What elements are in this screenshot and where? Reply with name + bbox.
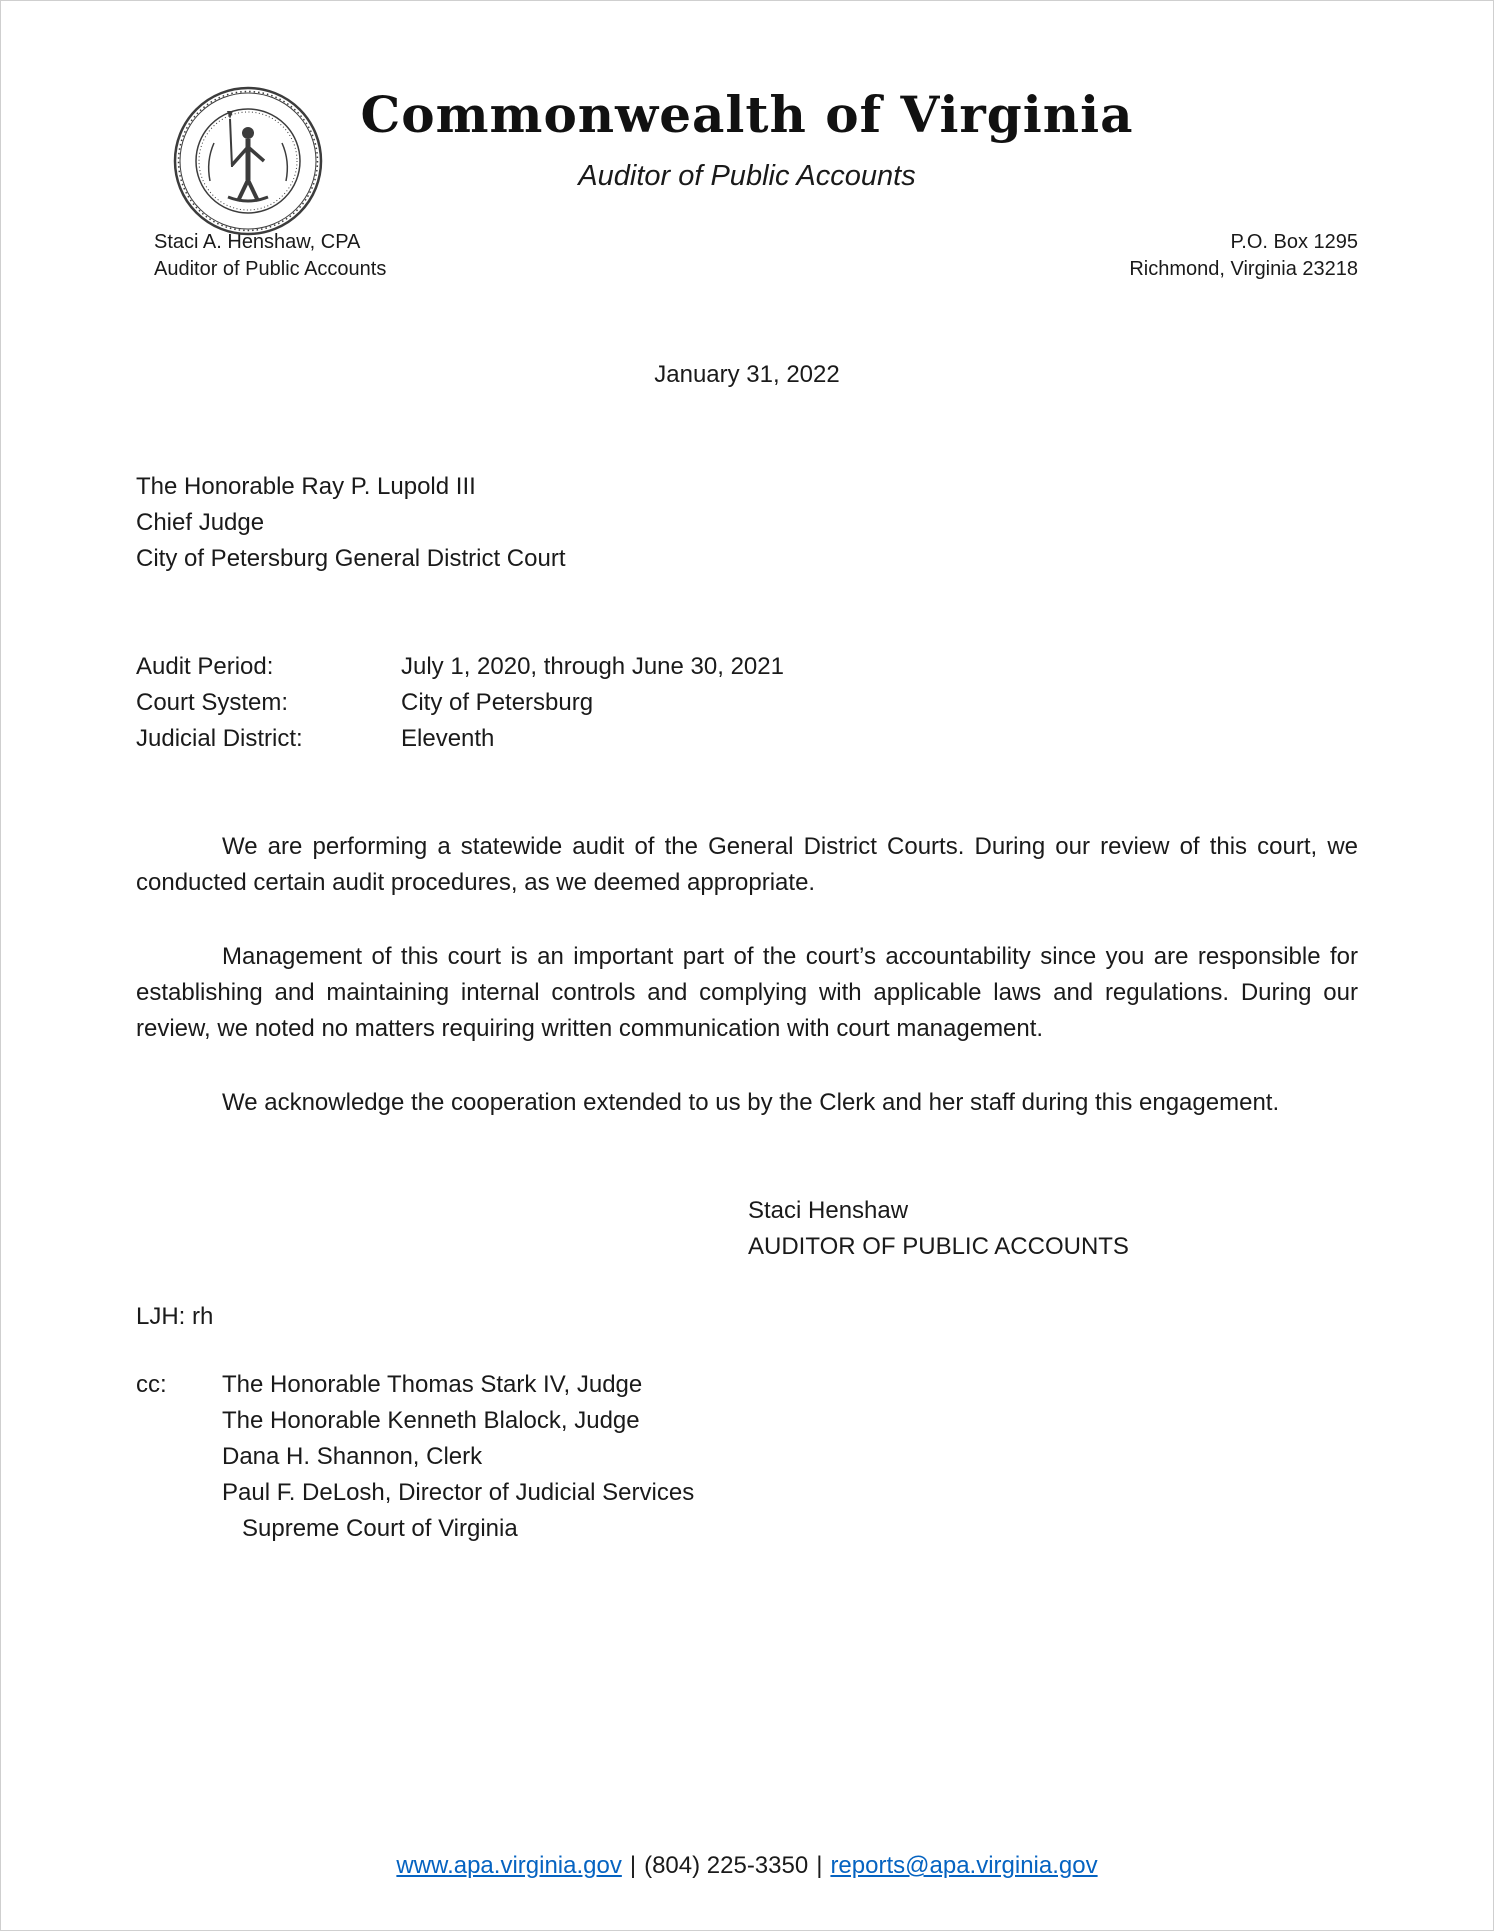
cc-block <box>136 1367 1358 1547</box>
letter-body <box>136 829 1358 1121</box>
cc-name: Dana H. Shannon, Clerk <box>222 1443 483 1470</box>
cc-name: The Honorable Thomas Stark IV, Judge <box>222 1371 643 1398</box>
audit-period-label: Audit Period: <box>136 653 274 680</box>
phone-number: (804) 225-3350 <box>644 1852 809 1879</box>
reference-initials: LJH: rh <box>136 1303 214 1330</box>
paragraph-1: We are performing a statewide audit of the General District Courts. During our review of this court, we conducted certain audit procedures, as we deemed appropriate. <box>136 833 1358 896</box>
auditor-title: Auditor of Public Accounts <box>154 258 387 280</box>
footer-separator: | <box>816 1852 823 1879</box>
letterhead <box>136 1 1358 283</box>
email-link[interactable]: reports@apa.virginia.gov <box>830 1852 1098 1879</box>
cc-name: The Honorable Kenneth Blalock, Judge <box>222 1407 640 1434</box>
footer-separator: | <box>629 1852 637 1879</box>
po-box: P.O. Box 1295 <box>1230 231 1358 253</box>
cc-names <box>222 1367 694 1547</box>
letterhead-contacts <box>136 229 1358 283</box>
recipient-court: City of Petersburg General District Court <box>136 545 566 572</box>
letterhead-title: Commonwealth of Virginia <box>360 85 1134 144</box>
letter-date: January 31, 2022 <box>654 361 840 388</box>
cc-name: Supreme Court of Virginia <box>242 1515 518 1542</box>
auditor-name-block <box>136 229 386 283</box>
judicial-district-value: Eleventh <box>401 725 495 752</box>
auditor-name: Staci A. Henshaw, CPA <box>154 231 361 253</box>
court-system-row <box>136 685 1358 721</box>
footer <box>1 1852 1493 1880</box>
judicial-district-row <box>136 721 1358 757</box>
court-system-value: City of Petersburg <box>401 689 594 716</box>
city-state-zip: Richmond, Virginia 23218 <box>1129 258 1358 280</box>
paragraph-2: Management of this court is an important part of the court’s accountability since you are responsible for establishing and maintaining internal controls and complying with applicable laws and regulations. During our review, we noted no matters requiring written communication with court management. <box>136 943 1358 1042</box>
address-block <box>1129 229 1358 283</box>
virginia-state-seal-icon <box>172 85 324 237</box>
audit-info-block <box>136 649 1358 757</box>
recipient-block <box>136 469 1358 577</box>
recipient-name: The Honorable Ray P. Lupold III <box>136 473 476 500</box>
signature-title: AUDITOR OF PUBLIC ACCOUNTS <box>748 1233 1129 1260</box>
paragraph-3: We acknowledge the cooperation extended to us by the Clerk and her staff during this engagement. <box>222 1089 1280 1116</box>
cc-label: cc: <box>136 1371 167 1398</box>
letterhead-subtitle: Auditor of Public Accounts <box>578 160 916 192</box>
cc-name: Paul F. DeLosh, Director of Judicial Services <box>222 1479 695 1506</box>
court-system-label: Court System: <box>136 689 289 716</box>
recipient-title: Chief Judge <box>136 509 265 536</box>
signature-name: Staci Henshaw <box>748 1197 909 1224</box>
website-link[interactable]: www.apa.virginia.gov <box>396 1852 622 1879</box>
judicial-district-label: Judicial District: <box>136 725 303 752</box>
audit-period-row <box>136 649 1358 685</box>
audit-period-value: July 1, 2020, through June 30, 2021 <box>401 653 784 680</box>
signature-block <box>748 1193 1358 1265</box>
